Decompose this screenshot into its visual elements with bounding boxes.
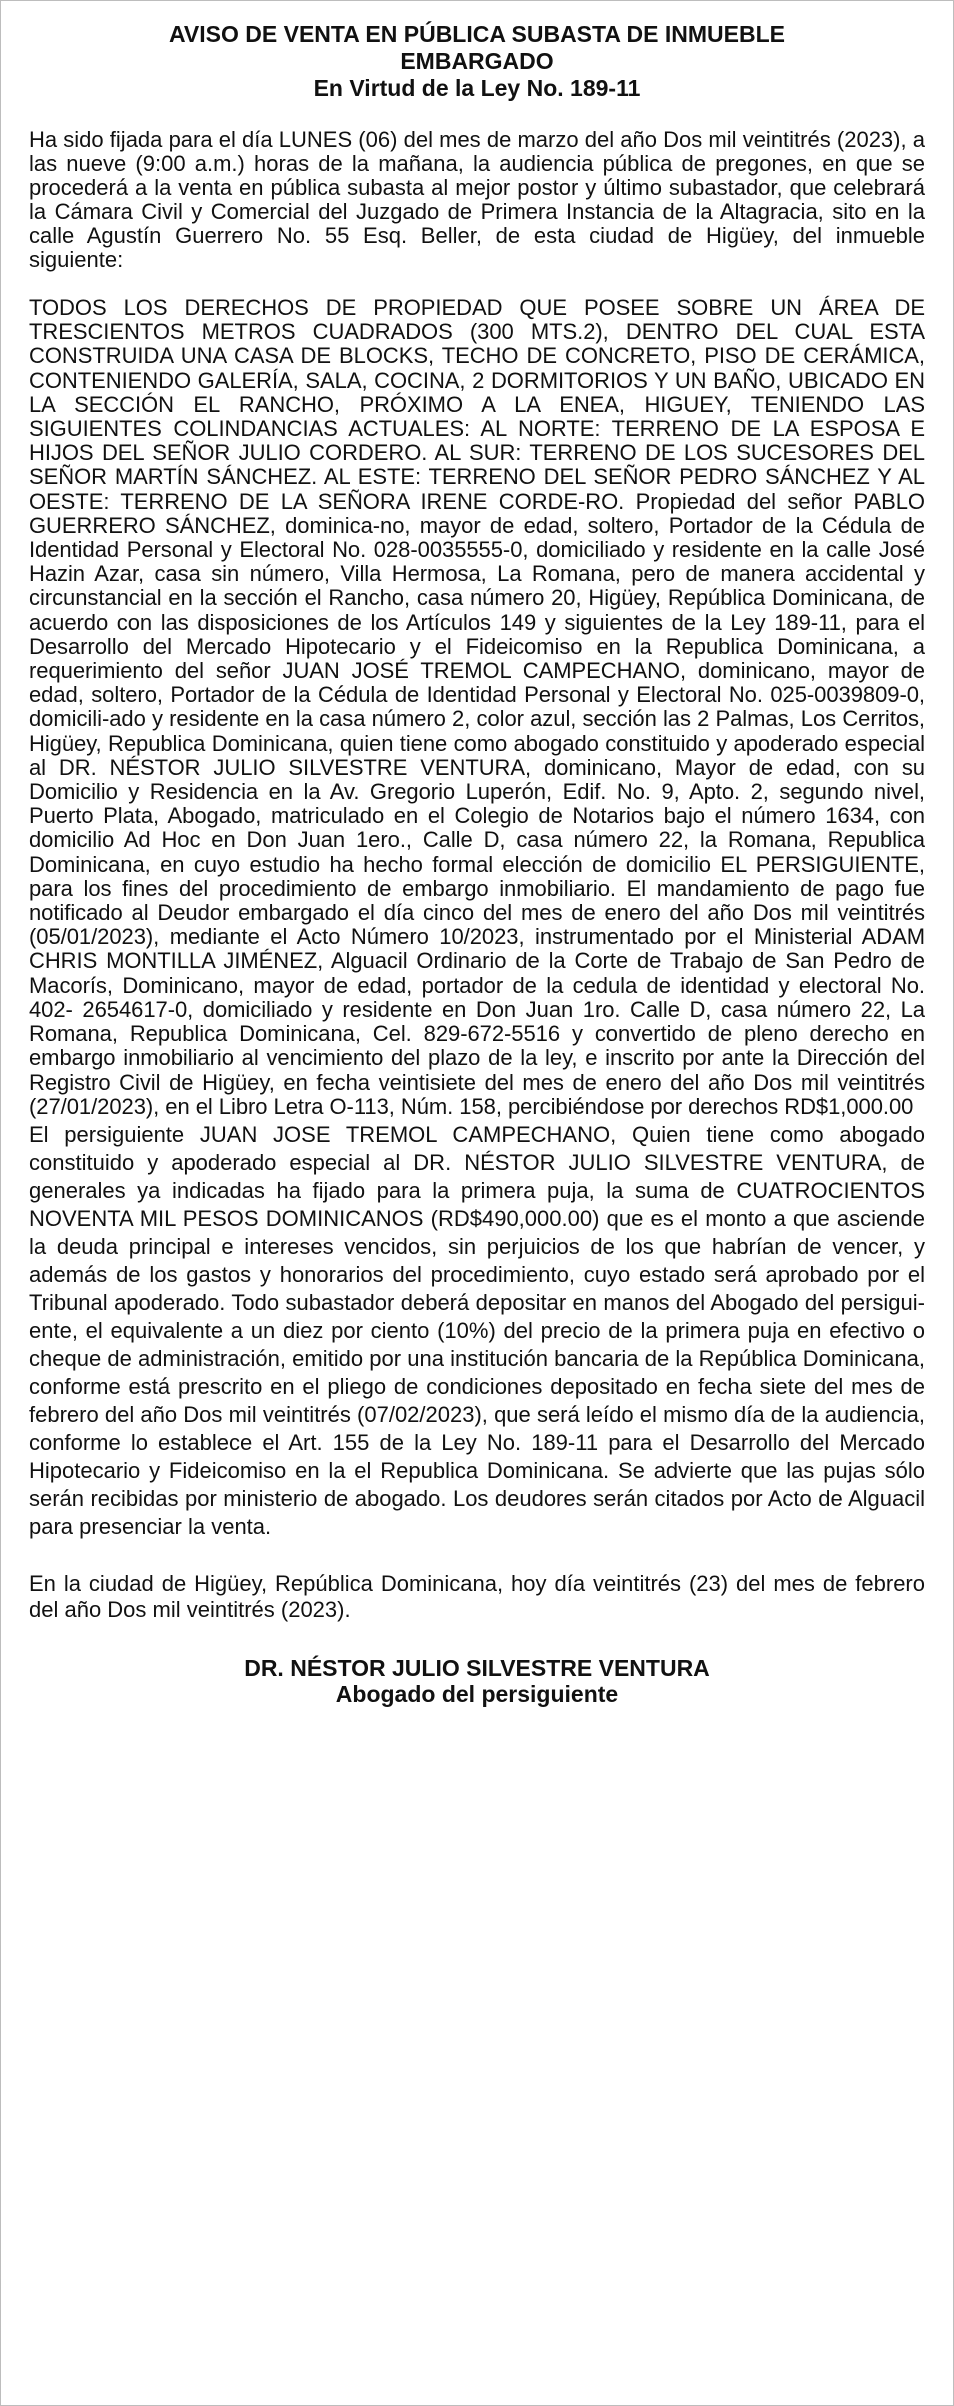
- notice-subtitle: En Virtud de la Ley No. 189-11: [313, 75, 641, 101]
- notice-title-line2: EMBARGADO: [400, 48, 554, 74]
- notice-content: [29, 21, 925, 2385]
- intro-paragraph: Ha sido fijada para el día LUNES (06) del mes de marzo del año Dos mil veintitrés (2023), a las nueve (9:00 a.m.) horas de la mañana, la audiencia pública de pregones, en que se procederá a la venta en pública subasta al mejor postor y último subastador, que celebrará la Cámara Civil y Comercial del Juzgado de Primera Instancia de la Altagracia, sito en la calle Agustín Guerrero No. 55 Esq. Beller, de esta ciudad de Higüey, del inmueble siguiente:: [29, 127, 925, 272]
- notice-title-line1: AVISO DE VENTA EN PÚBLICA SUBASTA DE INMUEBLE: [169, 21, 785, 47]
- auction-paragraph: El persiguiente JUAN JOSE TREMOL CAMPECHANO, Quien tiene como abogado constituido y apoderado especial al DR. NÉSTOR JULIO SILVESTRE VENTURA, de generales ya indicadas ha fijado para la primera puja, la suma de CUATROCIENTOS NOVENTA MIL PESOS DOMINICANOS (RD$490,000.00) que es el monto a que asciende la deuda principal e intereses vencidos, sin perjuicios de los que habrían de vencer, y además de los gastos y honorarios del procedimiento, cuyo estado será aprobado por el Tribunal apoderado. Todo subastador deberá depositar en manos del Abogado del persigui-ente, el equivalente a un diez por ciento (10%) del precio de la primera puja en efectivo o cheque de administración, emitido por una institución bancaria de la República Dominicana, conforme está prescrito en el pliego de condiciones depositado en fecha siete del mes de febrero del año Dos mil veintitrés (07/02/2023), que será leído el mismo día de la audiencia, conforme lo establece el Art. 155 de la Ley No. 189-11 para el Desarrollo del Mercado Hipotecario y Fideicomiso en la el Republica Dominicana. Se advierte que las pujas sólo serán recibidas por ministerio de abogado. Los deudores serán citados por Acto de Alguacil para presenciar la venta.: [29, 1121, 925, 1539]
- signature-role: Abogado del persiguiente: [335, 1680, 619, 1707]
- notice-header: [29, 21, 925, 102]
- signature-name: DR. NÉSTOR JULIO SILVESTRE VENTURA: [244, 1654, 710, 1681]
- closing-paragraph: En la ciudad de Higüey, República Dominicana, hoy día veintitrés (23) del mes de febrero del año Dos mil veintitrés (2023).: [29, 1570, 925, 1622]
- signature-block: [29, 1655, 925, 1707]
- property-paragraph: TODOS LOS DERECHOS DE PROPIEDAD QUE POSEE SOBRE UN ÁREA DE TRESCIENTOS METROS CUADRADOS (300 MTS.2), DENTRO DEL CUAL ESTA CONSTRUIDA UNA CASA DE BLOCKS, TECHO DE CONCRETO, PISO DE CERÁMICA, CONTENIENDO GALERÍA, SALA, COCINA, 2 DORMITORIOS Y UN BAÑO, UBICADO EN LA SECCIÓN EL RANCHO, PRÓXIMO A LA ENEA, HIGUEY, TENIENDO LAS SIGUIENTES COLINDANCIAS ACTUALES: AL NORTE: TERRENO DE LA ESPOSA E HIJOS DEL SEÑOR JULIO CORDERO. AL SUR: TERRENO DE LOS SUCESORES DEL SEÑOR MARTÍN SÁNCHEZ. AL ESTE: TERRENO DEL SEÑOR PEDRO SÁNCHEZ Y AL OESTE: TERRENO DE LA SEÑORA IRENE CORDE-RO. Propiedad del señor PABLO GUERRERO SÁNCHEZ, dominica-no, mayor de edad, soltero, Portador de la Cédula de Identidad Personal y Electoral No. 028-0035555-0, domiciliado y residente en la calle José Hazin Azar, casa sin número, Villa Hermosa, La Romana, pero de manera accidental y circunstancial en la sección el Rancho, casa número 20, Higüey, República Dominicana, de acuerdo con las disposiciones de los Artículos 149 y siguientes de la Ley 189-11, para el Desarrollo del Mercado Hipotecario y el Fideicomiso en la Republica Dominicana, a requerimiento del señor JUAN JOSÉ TREMOL CAMPECHANO, dominicano, mayor de edad, soltero, Portador de la Cédula de Identidad Personal y Electoral No. 025-0039809-0, domicili-ado y residente en la casa número 2, color azul, sección las 2 Palmas, Los Cerritos, Higüey, Republica Dominicana, quien tiene como abogado constituido y apoderado especial al DR. NÉSTOR JULIO SILVESTRE VENTURA, dominicano, Mayor de edad, con su Domicilio y Residencia en la Av. Gregorio Luperón, Edif. No. 9, Apto. 2, segundo nivel, Puerto Plata, Abogado, matriculado en el Colegio de Notarios bajo el número 1634, con domicilio Ad Hoc en Don Juan 1ero., Calle D, casa número 22, la Romana, Republica Dominicana, en cuyo estudio ha hecho formal elección de domicilio EL PERSIGUIENTE, para los fines del procedimiento de embargo inmobiliario. El mandamiento de pago fue notificado al Deudor embargado el día cinco del mes de enero del año Dos mil veintitrés (05/01/2023), mediante el Acto Número 10/2023, instrumentado por el Ministerial ADAM CHRIS MONTILLA JIMÉNEZ, Alguacil Ordinario de la Corte de Trabajo de San Pedro de Macorís, Dominicano, mayor de edad, portador de la cedula de identidad y electoral No. 402- 2654617-0, domiciliado y residente en Don Juan 1ro. Calle D, casa número 22, La Romana, Republica Dominicana, Cel. 829-672-5516 y convertido de pleno derecho en embargo inmobiliario al vencimiento del plazo de la ley, e inscrito por ante la Dirección del Registro Civil de Higüey, en fecha veintisiete del mes de enero del año Dos mil veintitrés (27/01/2023), en el Libro Letra O-113, Núm. 158, percibiéndose por derechos RD$1,000.00: [29, 295, 925, 1119]
